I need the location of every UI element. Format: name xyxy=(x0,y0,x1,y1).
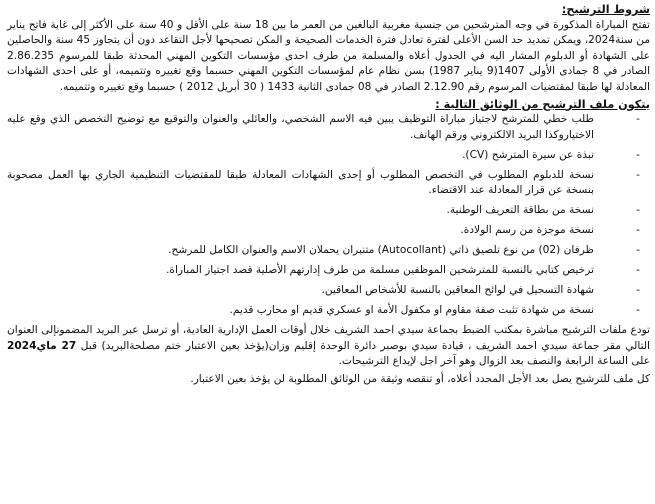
list-item: - شهادة التسجيل في لوائح المعاقين بالنسبة للأشخاص المعاقين. xyxy=(7,283,650,299)
list-item: - نسخة للدبلوم المطلوب في التخصص المطلوب أو إحدى الشهادات المعادلة طبقا للمقتضيات التنظيمية الجاري بها العمل مصحوبة بنسخة عن قرار المعادلة عند الاقتضاء. xyxy=(7,168,650,199)
closing-note: كل ملف للترشيح يصل بعد الأجل المحدد أعلاه، أو تنقصه وثيقة من الوثائق المطلوبة لن يؤخذ بعين الاعتبار. xyxy=(190,372,650,385)
submission-text-before-date: تودع ملفات الترشيح مباشرة بمكتب الضبط بجماعة سيدي احمد الشريف خلال أوقات العمل الإدارية العادية، أو ترسل عبر البريد المضمونإلى العنوان التالي مقر جماعة سيدي احمد الشريف ، قيادة سيدي بوصبر دائرة الوحدة إقليم وزان(يؤخذ بعين الاعتبار ختم مصلحةالبريد) قبل xyxy=(7,324,651,352)
list-item: - طلب خطي للمترشح لاجتياز مباراة التوظيف يبين فيه الاسم الشخصي، والعائلي والعنوان والتوقيع مع توضيح التخصص الذي وقع عليه الاختياروكذا البريد الالكتروني ورقم الهاتف. xyxy=(7,112,650,143)
list-item: - ظرفان (02) من نوع تلصيق ذاتي (Autocollant) متنبران يحملان الاسم والعنوان الكامل للمرشح. xyxy=(7,243,650,259)
list-item: - نسخة موجزة من رسم الولادة. xyxy=(7,223,650,239)
list-item: - نسخة من بطاقة التعريف الوطنية. xyxy=(7,203,650,219)
conditions-heading: شروط الترشيح: xyxy=(561,3,650,16)
documents-heading: يتكون ملف الترشيح من الوثائق التالية : xyxy=(435,97,650,111)
list-item: - نسخة من شهادة تثبت صفة مقاوم او مكفول الأمة او عسكري قديم او محارب قديم. xyxy=(7,303,650,319)
conditions-paragraph: تفتح المباراة المذكورة في وجه المترشحين من جنسية مغربية البالغين من العمر ما بين 18 سنة على الأقل و 40 سنة على الأكثر إلى غاية فاتح يناير من سنة2024، ويمكن تمديد حد السن الأعلى لفترة تعادل فترة الخدمات الصحيحة و المكن تصحيحها لأجل التقاعد دون أن يتجاوز 45 سنة والحاصلين على الشهادة أو الدبلوم المشار اليه في الجدول أعلاه والمسلمة من طرف احدى مؤسسات التكوين المهني المحدثة طبقا للمرسوم 2.86.235 الصادر في 8 جمادى الأولى 1407(9 يناير 1987) بسن نظام عام لمؤسسات التكوين المهني حسبما وقع تغييره وتتميمه، أو على احدى الشهادات المعادلة لها طبقا لمقتضيات المرسوم رقم 2.12.90 الصادر في 08 جمادى الثانية 1433 ( 30 أبريل 2012 ) حسبما وقع تغييره وتتميمه. xyxy=(7,18,651,93)
deadline-date: 27 ماي2024 xyxy=(7,339,77,352)
list-item: - نبذة عن سيرة المترشح (CV). xyxy=(7,148,650,164)
submission-paragraph xyxy=(7,323,650,370)
list-item: - ترخيص كتابي بالنسبة للمترشحين الموظفين مسلمة من طرف إدارتهم الأصلية قصد اجتياز المباراة. xyxy=(7,263,650,279)
submission-text-after-date: على الساعة الرابعة والنصف بعد الزوال وهو آخر اجل لإيداع الترشيحات. xyxy=(338,355,650,368)
documents-list xyxy=(7,112,650,319)
